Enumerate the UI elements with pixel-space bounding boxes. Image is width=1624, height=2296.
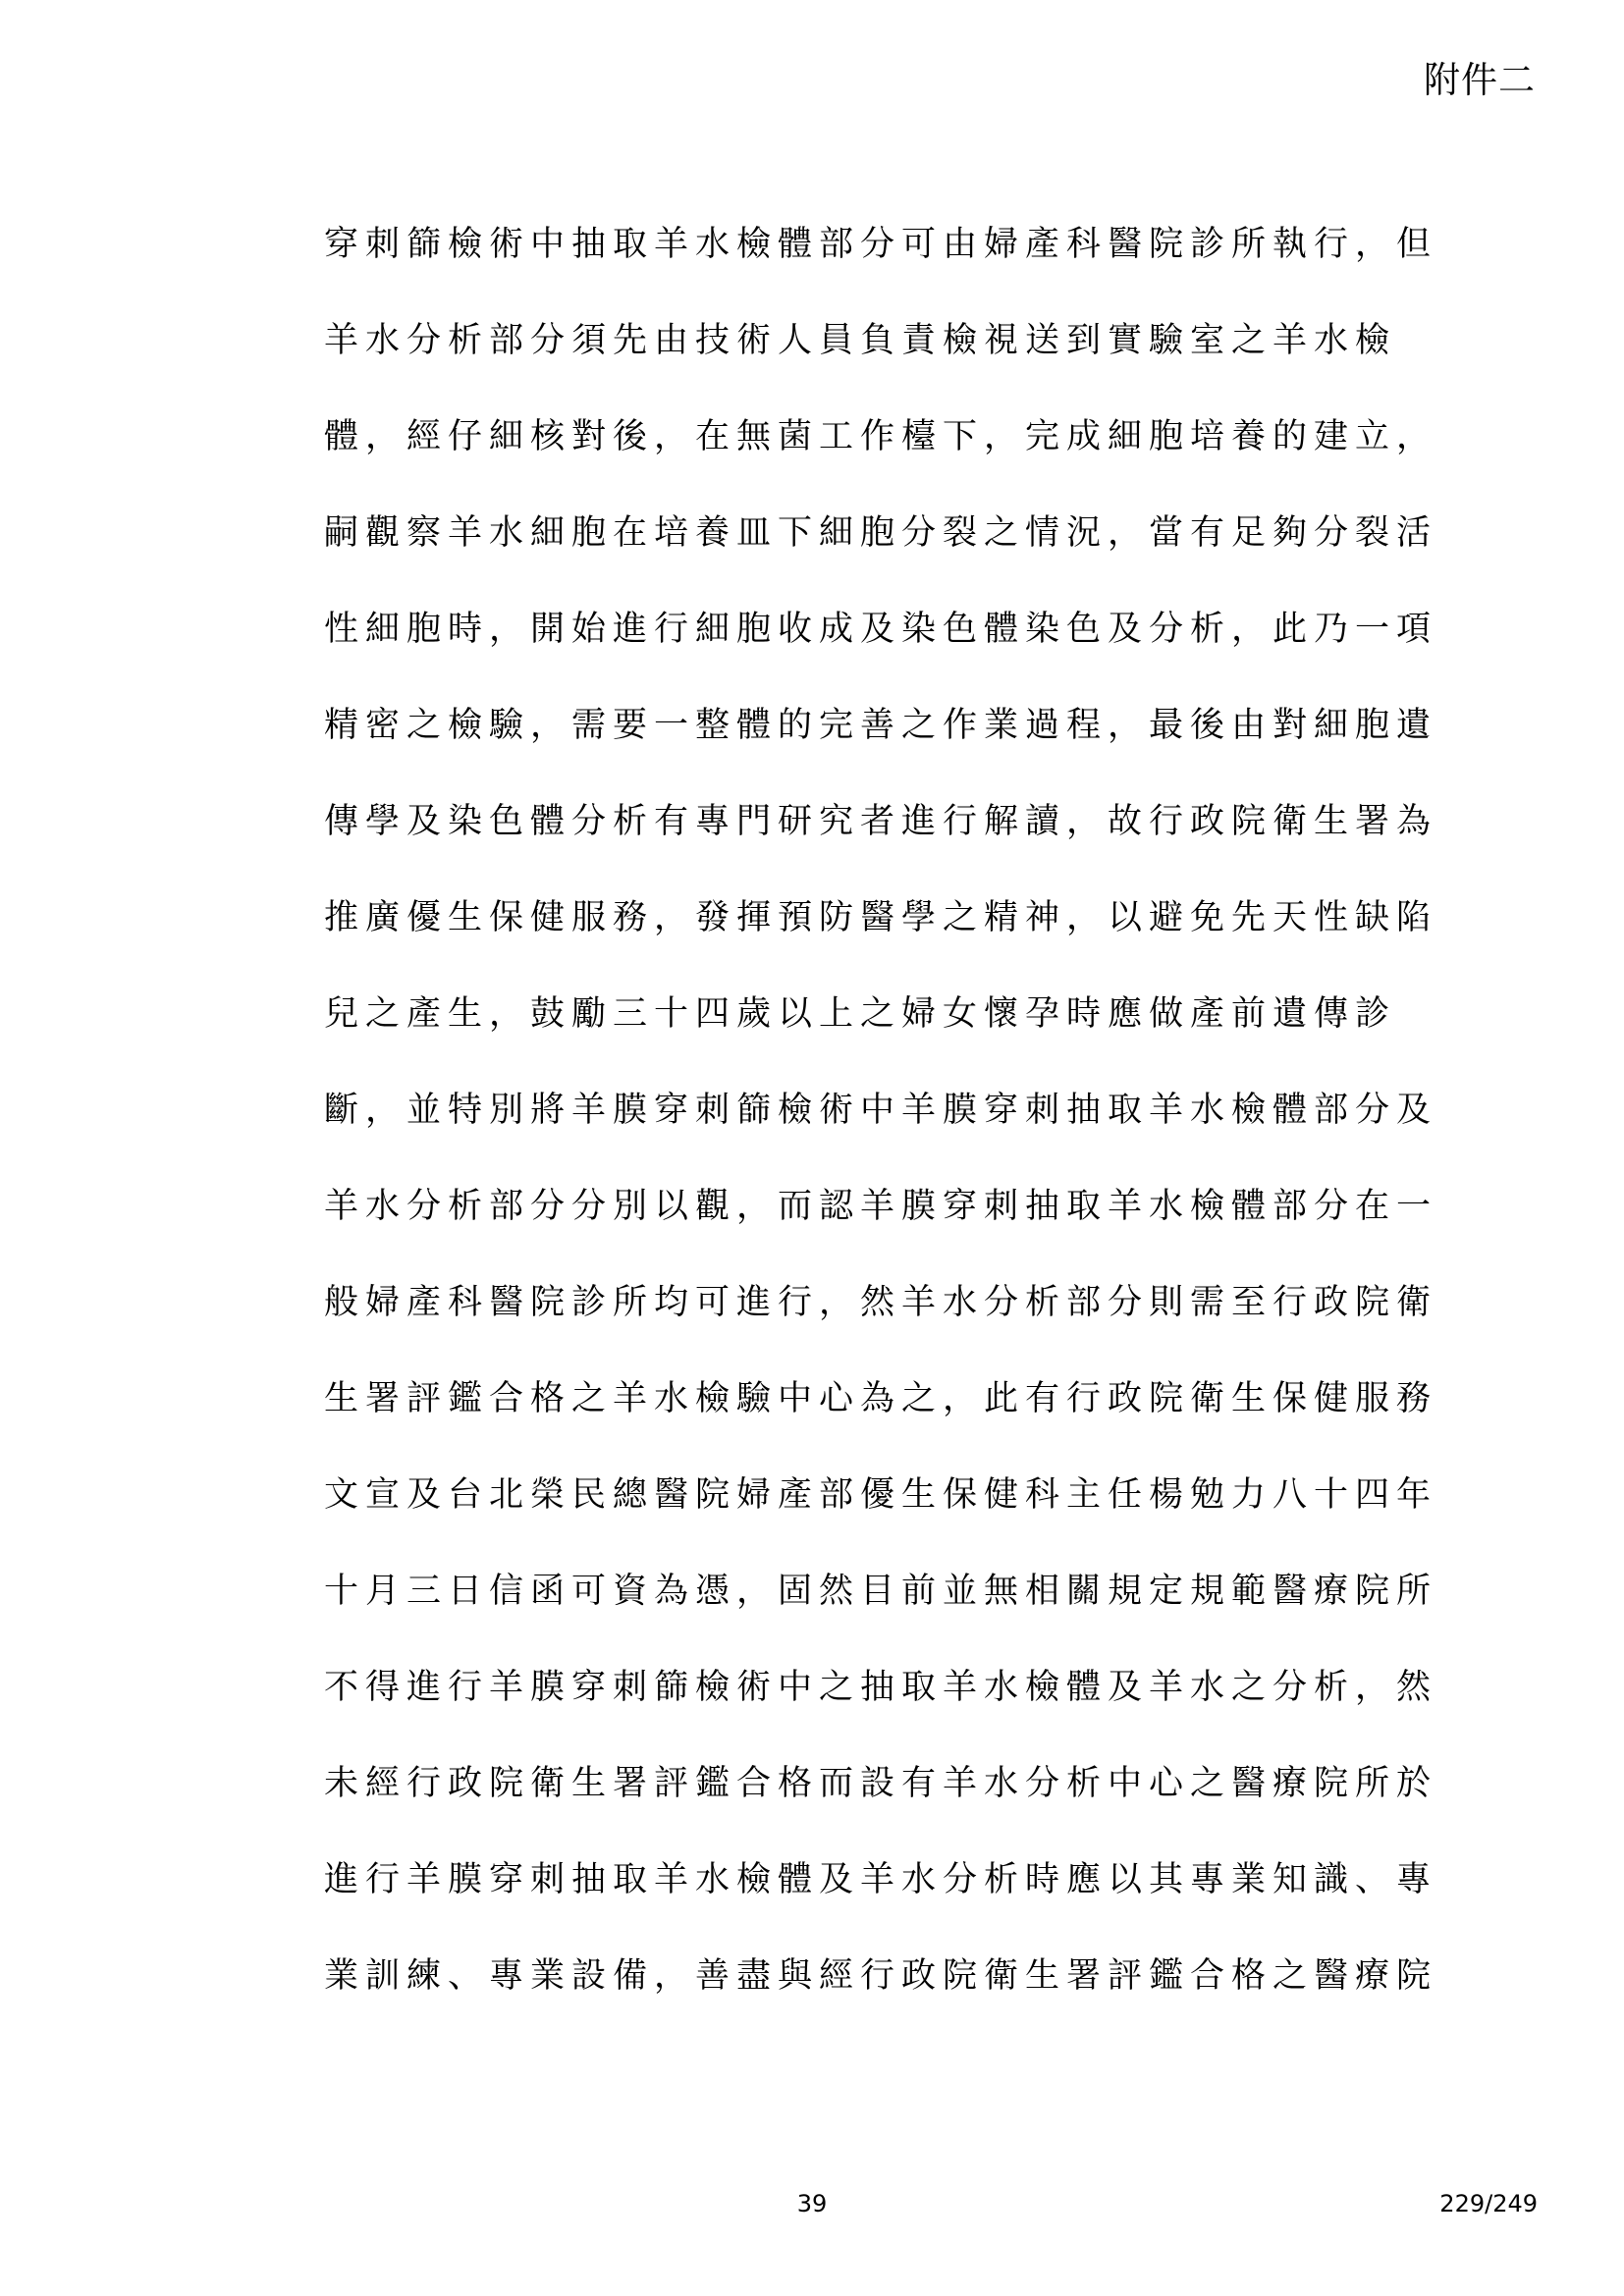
text-line: 推廣優生保健服務，發揮預防醫學之精神，以避免先天性缺陷: [324, 898, 1438, 937]
text-line: 般婦產科醫院診所均可進行，然羊水分析部分則需至行政院衛: [324, 1283, 1438, 1322]
text-line: 穿刺篩檢術中抽取羊水檢體部分可由婦產科醫院診所執行，但: [324, 225, 1438, 264]
text-line: 嗣觀察羊水細胞在培養皿下細胞分裂之情況，當有足夠分裂活: [324, 513, 1438, 553]
text-line: 生署評鑑合格之羊水檢驗中心為之，此有行政院衛生保健服務: [324, 1379, 1438, 1418]
text-line: 羊水分析部分分別以觀，而認羊膜穿刺抽取羊水檢體部分在一: [324, 1187, 1438, 1226]
text-line: 精密之檢驗，需要一整體的完善之作業過程，最後由對細胞遺: [324, 706, 1438, 745]
text-line: 十月三日信函可資為憑，固然目前並無相關規定規範醫療院所: [324, 1572, 1438, 1611]
text-line: 傳學及染色體分析有專門研究者進行解讀，故行政院衛生署為: [324, 802, 1438, 841]
text-line: 未經行政院衛生署評鑑合格而設有羊水分析中心之醫療院所於: [324, 1764, 1438, 1803]
text-line: 兒之產生，鼓勵三十四歲以上之婦女懷孕時應做產前遺傳診: [324, 994, 1397, 1034]
text-line: 文宣及台北榮民總醫院婦產部優生保健科主任楊勉力八十四年: [324, 1475, 1438, 1515]
body-text: [324, 210, 1438, 2038]
text-line: 斷，並特別將羊膜穿刺篩檢術中羊膜穿刺抽取羊水檢體部分及: [324, 1091, 1438, 1130]
text-line: 業訓練、專業設備，善盡與經行政院衛生署評鑑合格之醫療院: [324, 1956, 1438, 1996]
attachment-label: 附件二: [1424, 59, 1536, 101]
text-line: 羊水分析部分須先由技術人員負責檢視送到實驗室之羊水檢: [324, 321, 1397, 360]
page-count: 229/249: [1439, 2190, 1538, 2217]
text-line: 體，經仔細核對後，在無菌工作檯下，完成細胞培養的建立，: [324, 417, 1438, 456]
text-line: 性細胞時，開始進行細胞收成及染色體染色及分析，此乃一項: [324, 610, 1438, 649]
page-number: 39: [796, 2190, 828, 2217]
text-line: 不得進行羊膜穿刺篩檢術中之抽取羊水檢體及羊水之分析，然: [324, 1668, 1438, 1707]
text-line: 進行羊膜穿刺抽取羊水檢體及羊水分析時應以其專業知識、專: [324, 1860, 1438, 1899]
